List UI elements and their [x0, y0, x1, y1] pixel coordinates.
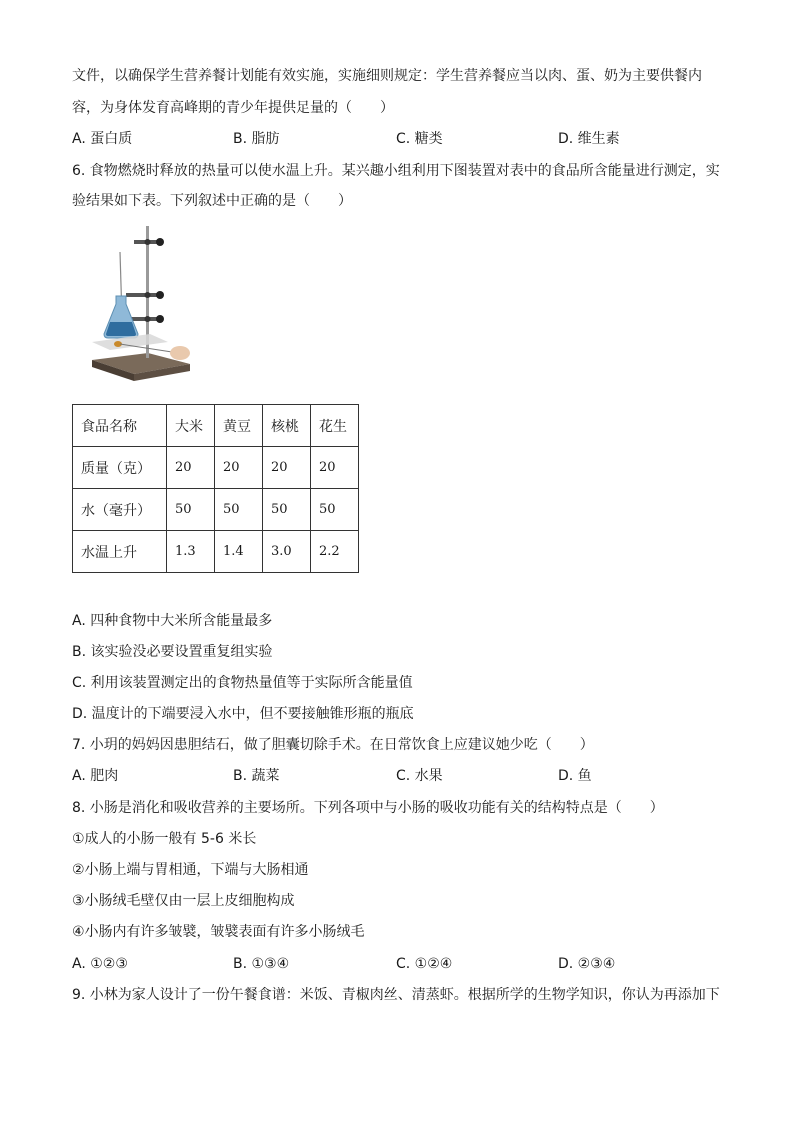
- q8-option-c[interactable]: C. ①②④: [396, 956, 453, 972]
- q6-option-b[interactable]: B. 该实验没必要设置重复组实验: [72, 644, 273, 660]
- q8-item-3: ③小肠绒毛壁仅由一层上皮细胞构成: [72, 893, 295, 909]
- q8-option-d[interactable]: D. ②③④: [558, 956, 616, 972]
- q6-option-c[interactable]: C. 利用该装置测定出的食物热量值等于实际所含能量值: [72, 675, 413, 691]
- table-cell: 3.0: [263, 531, 311, 573]
- table-header-cell: 食品名称: [73, 405, 167, 447]
- burning-food-apparatus-icon: [86, 222, 192, 388]
- q5-option-b[interactable]: B. 脂肪: [233, 131, 280, 147]
- table-cell: 2.2: [311, 531, 359, 573]
- q5-option-d[interactable]: D. 维生素: [558, 131, 620, 147]
- table-header-row: [73, 405, 359, 447]
- q6-option-a[interactable]: A. 四种食物中大米所含能量最多: [72, 613, 273, 629]
- table-row: [73, 489, 359, 531]
- q7-stem: 7. 小玥的妈妈因患胆结石，做了胆囊切除手术。在日常饮食上应建议她少吃（ ）: [72, 737, 594, 753]
- q5-option-a[interactable]: A. 蛋白质: [72, 131, 133, 147]
- experiment-apparatus-figure: [86, 222, 192, 388]
- q8-item-2: ②小肠上端与胃相通，下端与大肠相通: [72, 862, 309, 878]
- q9-stem: 9. 小林为家人设计了一份午餐食谱：米饭、青椒肉丝、清蒸虾。根据所学的生物学知识，你认为再添加下: [72, 987, 720, 1003]
- table-cell: 20: [167, 447, 215, 489]
- q8-item-4: ④小肠内有许多皱襞，皱襞表面有许多小肠绒毛: [72, 924, 365, 940]
- table-cell: 50: [215, 489, 263, 531]
- table-row-label: 水温上升: [73, 531, 167, 573]
- table-cell: 1.4: [215, 531, 263, 573]
- q7-option-d[interactable]: D. 鱼: [558, 768, 592, 784]
- table-cell: 50: [311, 489, 359, 531]
- table-header-cell: 核桃: [263, 405, 311, 447]
- table-cell: 50: [167, 489, 215, 531]
- q8-item-1: ①成人的小肠一般有 5-6 米长: [72, 831, 257, 847]
- table-cell: 50: [263, 489, 311, 531]
- q7-option-b[interactable]: B. 蔬菜: [233, 768, 280, 784]
- q8-option-b[interactable]: B. ①③④: [233, 956, 290, 972]
- q7-option-c[interactable]: C. 水果: [396, 768, 443, 784]
- table-row: [73, 447, 359, 489]
- q5-option-c[interactable]: C. 糖类: [396, 131, 443, 147]
- q5-stem-line1: 文件，以确保学生营养餐计划能有效实施，实施细则规定：学生营养餐应当以肉、蛋、奶为主要供餐内: [72, 68, 702, 84]
- table-row-label: 质量（克）: [73, 447, 167, 489]
- q8-option-a[interactable]: A. ①②③: [72, 956, 128, 972]
- q6-stem-line1: 6. 食物燃烧时释放的热量可以使水温上升。某兴趣小组利用下图装置对表中的食品所含能量进行测定，实: [72, 163, 720, 179]
- table-cell: 20: [215, 447, 263, 489]
- q8-stem: 8. 小肠是消化和吸收营养的主要场所。下列各项中与小肠的吸收功能有关的结构特点是（ ）: [72, 800, 664, 816]
- table-row-label: 水（毫升）: [73, 489, 167, 531]
- table-header-cell: 大米: [167, 405, 215, 447]
- table-row: [73, 531, 359, 573]
- q5-stem-line2: 容，为身体发育高峰期的青少年提供足量的（ ）: [72, 100, 394, 116]
- table-cell: 20: [263, 447, 311, 489]
- food-energy-table: [72, 404, 359, 573]
- q6-option-d[interactable]: D. 温度计的下端要浸入水中，但不要接触锥形瓶的瓶底: [72, 706, 414, 722]
- table-cell: 20: [311, 447, 359, 489]
- table-cell: 1.3: [167, 531, 215, 573]
- q6-stem-line2: 验结果如下表。下列叙述中正确的是（ ）: [72, 193, 352, 209]
- table-header-cell: 花生: [311, 405, 359, 447]
- q7-option-a[interactable]: A. 肥肉: [72, 768, 119, 784]
- table-header-cell: 黄豆: [215, 405, 263, 447]
